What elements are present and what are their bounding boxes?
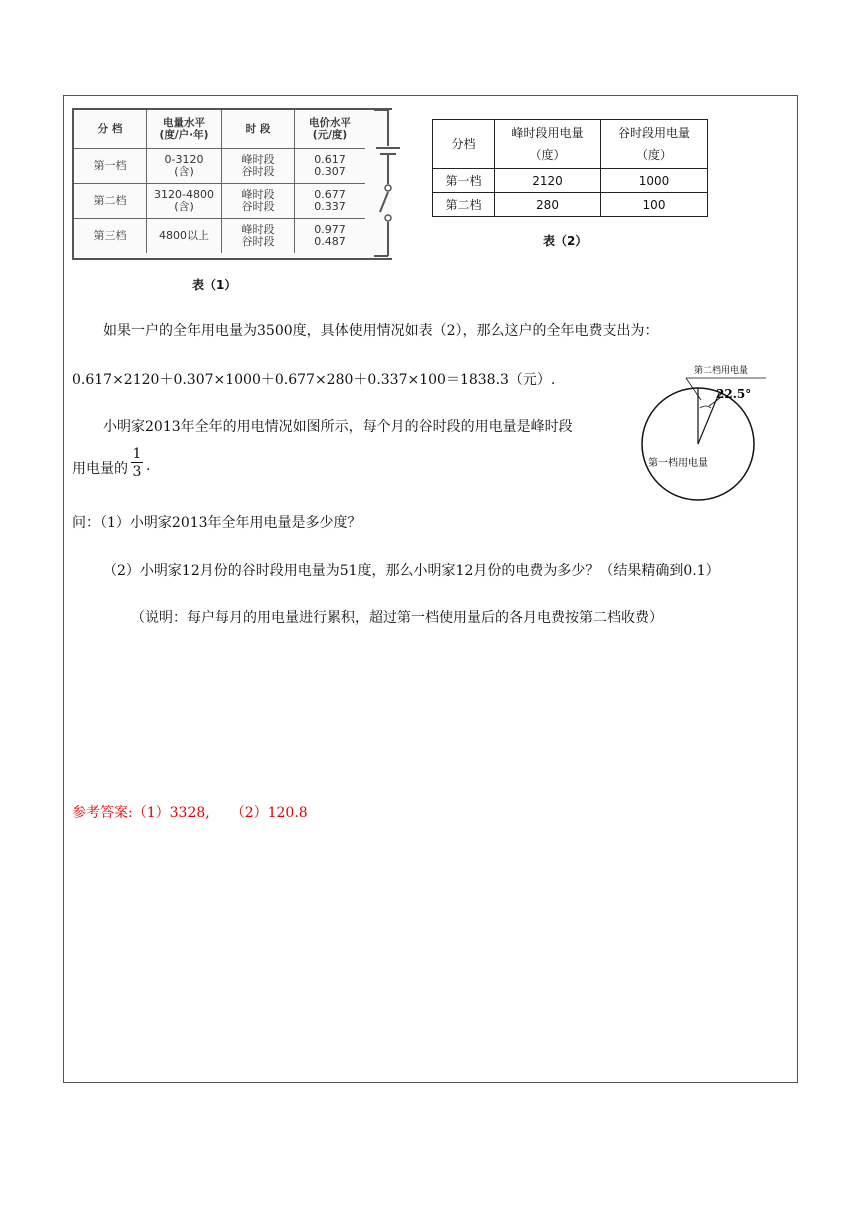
pie-label-tier1: 第一档用电量: [648, 458, 708, 469]
table-row: [74, 149, 365, 184]
t2-header: 分档: [433, 120, 495, 169]
t1-cell: 峰时段 谷时段: [222, 219, 295, 254]
paragraph-3: 小明家2013年全年的用电情况如图所示，每个月的谷时段的用电量是峰时段: [103, 419, 573, 435]
t1-cell: 3120-4800 (含): [147, 184, 222, 219]
t1-header: 分 档: [74, 110, 147, 149]
t2-cell: 280: [495, 193, 601, 217]
t1-cell: 峰时段 谷时段: [222, 149, 295, 184]
paragraph-4-prefix: 用电量的: [72, 461, 128, 477]
t1-header: 电量水平 (度/户·年): [147, 110, 222, 149]
note-text: （说明：每户每月的用电量进行累积，超过第一档使用量后的各月电费按第二档收费）: [131, 610, 663, 626]
pie-label-tier2: 第二档用电量: [694, 366, 749, 376]
fraction-one-third: [131, 446, 143, 481]
table-row: [74, 219, 365, 254]
t2-header: 峰时段用电量 （度）: [495, 120, 601, 169]
t2-cell: 第一档: [433, 169, 495, 193]
calculation-line: 0.617×2120＋0.307×1000＋0.677×280＋0.337×100＝1838.3（元）.: [72, 372, 556, 388]
switch-decoration: [374, 108, 404, 258]
t1-cell: 第一档: [74, 149, 147, 184]
t1-cell: 0-3120 (含): [147, 149, 222, 184]
usage-pie-chart: [628, 360, 772, 506]
question-1: 问：（1）小明家2013年全年用电量是多少度？: [72, 515, 362, 531]
t1-header: 电价水平 (元/度): [309, 117, 351, 141]
t2-cell: 2120: [495, 169, 601, 193]
table2-caption: 表（2）: [543, 234, 588, 248]
table-row: [433, 120, 708, 169]
t1-cell: 第二档: [74, 184, 147, 219]
t1-cell: 4800以上: [147, 219, 222, 254]
tariff-table: [74, 110, 365, 253]
pie-angle-label: 22.5°: [716, 387, 752, 401]
fraction-denominator: 3: [132, 464, 142, 480]
table1-caption: 表（1）: [192, 278, 237, 292]
paragraph-4-suffix: .: [146, 458, 151, 474]
paragraph-1: 如果一户的全年用电量为3500度，具体使用情况如表（2），那么这户的全年电费支出为：: [103, 323, 659, 339]
fraction-numerator: 1: [132, 446, 142, 462]
t2-header: 谷时段用电量 （度）: [601, 120, 708, 169]
table-row: [74, 184, 365, 219]
tariff-table-image: [72, 108, 392, 260]
t1-cell: 0.677 0.337: [295, 184, 366, 219]
t1-cell: 峰时段 谷时段: [222, 184, 295, 219]
reference-answer: 参考答案:（1）3328, （2）120.8: [72, 805, 308, 821]
t1-cell: 0.617 0.307: [295, 149, 366, 184]
t1-cell: 第三档: [74, 219, 147, 254]
t1-cell: 0.977 0.487: [295, 219, 366, 254]
table-row: [433, 169, 708, 193]
t2-cell: 100: [601, 193, 708, 217]
usage-table: [432, 119, 708, 217]
t2-cell: 第二档: [433, 193, 495, 217]
question-2: （2）小明家12月份的谷时段用电量为51度，那么小明家12月份的电费为多少？（结果精确到0.1）: [103, 563, 720, 579]
t2-cell: 1000: [601, 169, 708, 193]
t1-header: 时 段: [222, 110, 295, 149]
table-row: [433, 193, 708, 217]
